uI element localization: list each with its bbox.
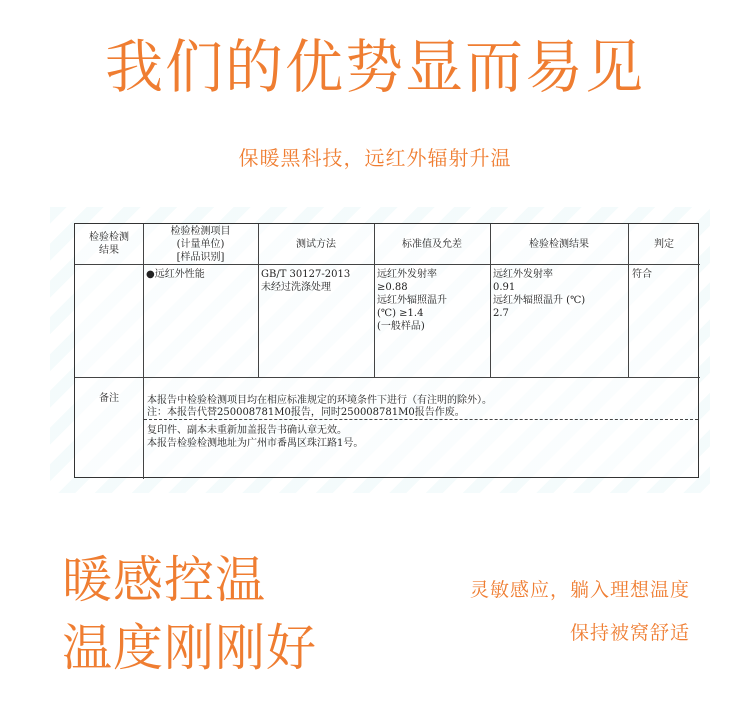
remarks-line-3: 复印件、副本未重新加盖报告书确认章无效。 bbox=[147, 425, 347, 436]
page-subhead: 保暖黑科技，远红外辐射升温 bbox=[238, 146, 512, 170]
row-judge: 符合 bbox=[632, 269, 652, 280]
remarks-line-2: 注：本报告代替25000878​1M0报告，同时25000878​1M0报告作废。 bbox=[147, 407, 465, 418]
slogan-line-2: 温度刚刚好 bbox=[62, 619, 317, 677]
page-headline: 我们的优势显而易见 bbox=[104, 33, 645, 101]
feature-line-2: 保持被窝舒适 bbox=[569, 622, 690, 644]
row-item-label: 远红外性能 bbox=[154, 269, 205, 280]
remarks-label: 备注 bbox=[99, 392, 119, 404]
header-method: 测试方法 bbox=[296, 238, 336, 250]
bullet-icon: ● bbox=[146, 269, 155, 280]
row-item bbox=[146, 268, 256, 281]
row-method: GB/T 30127-2013 未经过洗涤处理 bbox=[261, 269, 351, 293]
slogan-line-1: 暖感控温 bbox=[62, 551, 266, 609]
header-detect-result: 检验检测结果 bbox=[529, 238, 589, 250]
remarks-line-1: 本报告中检验检测项目均在相应标准规定的环境条件下进行（有注明的除外）。 bbox=[147, 395, 492, 406]
remarks-line-4: 本报告检验检测地址为广州市番禺区珠江路1号。 bbox=[147, 438, 364, 449]
header-standard: 标准值及允差 bbox=[402, 238, 462, 250]
header-item: 检验检测项目 (计量单位) [样品识别] bbox=[170, 225, 231, 263]
header-result: 检验检测 结果 bbox=[89, 232, 129, 256]
test-report-image bbox=[50, 207, 710, 493]
feature-line-1: 灵敏感应，躺入理想温度 bbox=[469, 579, 690, 601]
row-standard: 远红外发射率 ≥0.88 远红外辐照温升 (℃) ≥1.4 (一般样品) bbox=[377, 269, 447, 332]
row-result: 远红外发射率 0.91 远红外辐照温升 (℃) 2.7 bbox=[493, 269, 586, 319]
header-judge: 判定 bbox=[654, 238, 674, 250]
test-report-table bbox=[74, 223, 699, 478]
